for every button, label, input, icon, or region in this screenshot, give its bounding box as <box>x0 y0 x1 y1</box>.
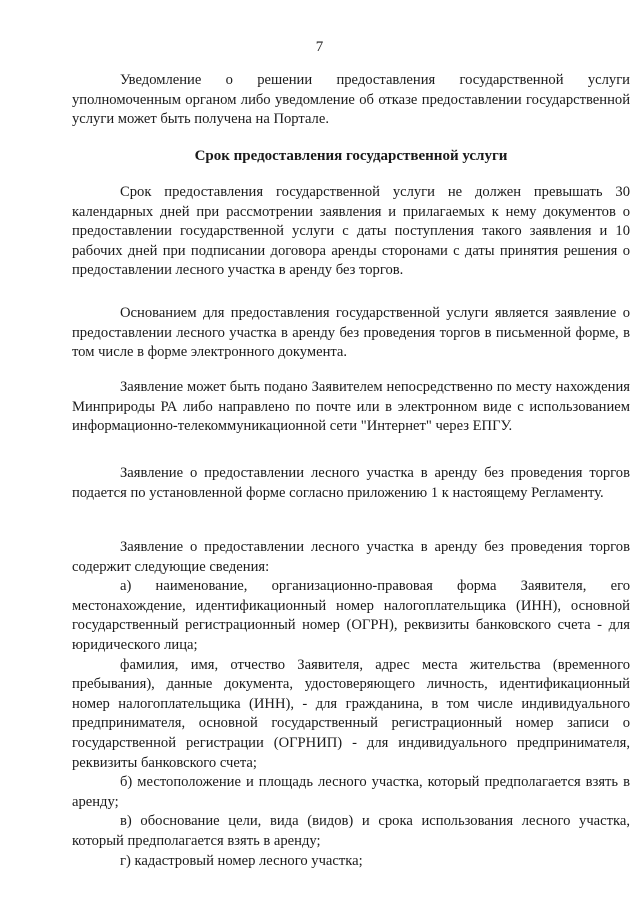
list-item-g: г) кадастровый номер лесного участка; <box>120 852 363 869</box>
term-paragraph-block <box>72 183 630 281</box>
submit-paragraph-block <box>72 378 630 437</box>
contents-intro-paragraph: Заявление о предоставлении лесного участка в аренду без проведения торгов содержит следующие сведения: <box>72 539 630 575</box>
list-item-a: а) наименование, организационно-правовая форма Заявителя, его местонахождение, идентификационный номер налогоплательщика (ИНН), основной государственный регистрационный номер (ОГРН), реквизиты банковского счета - для юридического лица; <box>72 578 630 653</box>
form-paragraph-block <box>72 464 630 503</box>
notice-paragraph: Уведомление о решении предоставления государственной услуги уполномоченным органом либо уведомление об отказе предоставлении государственной услуги может быть получена на Портале. <box>72 72 630 128</box>
form-paragraph: Заявление о предоставлении лесного участка в аренду без проведения торгов подается по установленной форме согласно приложению 1 к настоящему Регламенту. <box>72 465 630 501</box>
list-item-b: б) местоположение и площадь лесного участка, который предполагается взять в аренду; <box>72 774 630 810</box>
contents-list <box>72 538 630 871</box>
notice-paragraph-block <box>72 71 630 130</box>
list-item-v: в) обоснование цели, вида (видов) и срока использования лесного участка, который предполагается взять в аренду; <box>72 813 630 849</box>
section-title: Срок предоставления государственной услуги <box>194 148 508 164</box>
basis-paragraph: Основанием для предоставления государственной услуги является заявление о предоставлении лесного участка в аренду без проведения торгов в письменной форме, в том числе в форме электронного документа. <box>72 305 630 361</box>
submit-paragraph: Заявление может быть подано Заявителем непосредственно по месту нахождения Минприроды РА либо направлено по почте или в электронном виде с использованием информационно-телекоммуникационной сети "Интернет" через ЕПГУ. <box>72 379 630 435</box>
page-number: 7 <box>315 39 324 55</box>
basis-paragraph-block <box>72 304 630 363</box>
list-item-a-continued: фамилия, имя, отчество Заявителя, адрес места жительства (временного пребывания), данные документа, удостоверяющего личность, идентификационный номер налогоплательщика (ИНН), - для гражданина, в том числе индивидуального предпринимателя, основной государственный регистрационный номер записи о государственной регистрации (ОГРНИП) - для индивидуального предпринимателя, реквизиты банковского счета; <box>72 656 630 771</box>
term-paragraph: Срок предоставления государственной услуги не должен превышать 30 календарных дней при рассмотрении заявления и прилагаемых к нему документов о предоставлении государственной услуги с даты поступления такого заявления и 10 рабочих дней при подписании договора аренды сторонами с даты принятия решения о предоставлении лесного участка в аренду без торгов. <box>72 184 630 279</box>
